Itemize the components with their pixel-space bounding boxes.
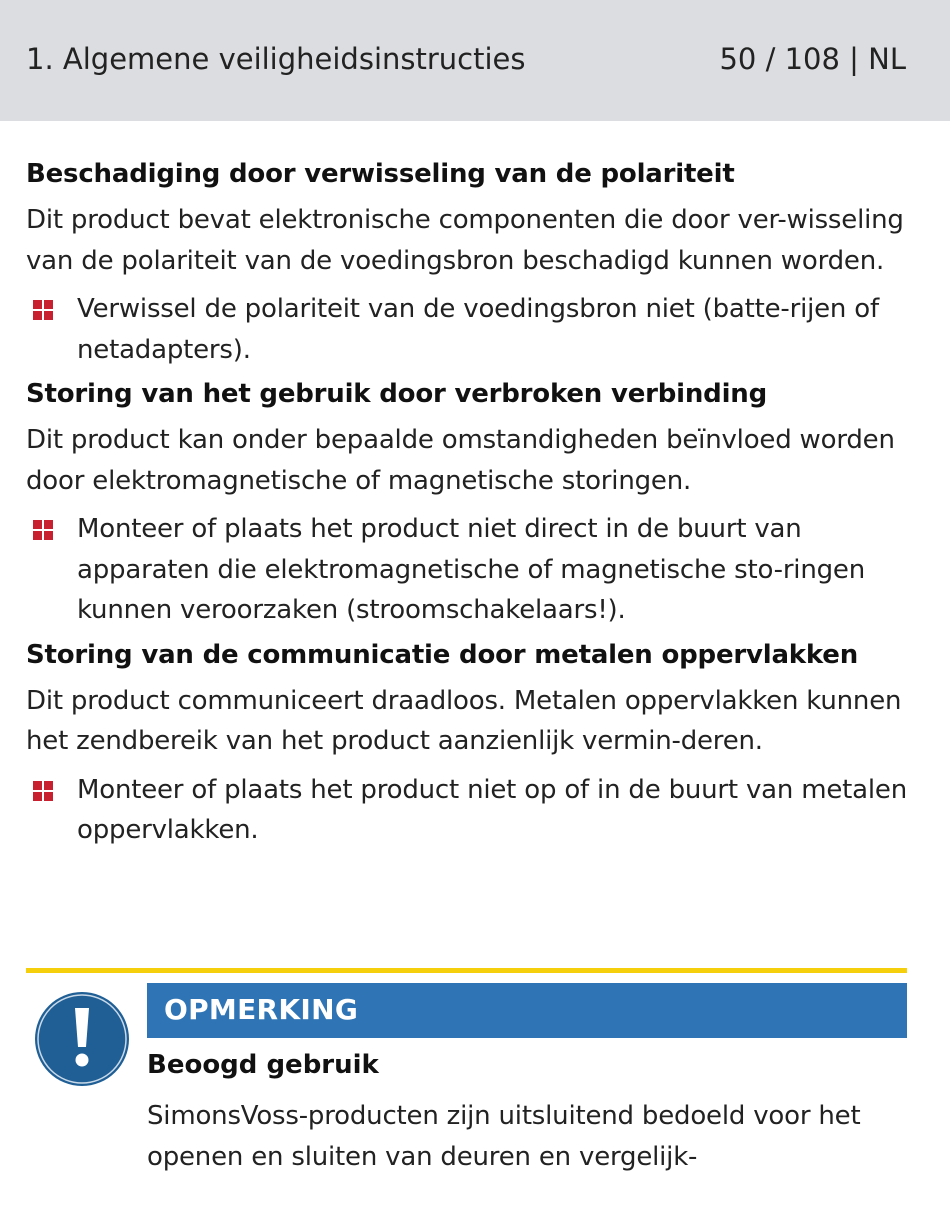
bullet-icon <box>33 300 55 322</box>
page-info: 50 / 108 | NL <box>719 42 906 76</box>
page-header <box>0 0 950 121</box>
bullet-text: Verwissel de polariteit van de voedingsbron niet (batte-rijen of netadapters). <box>77 294 879 365</box>
main-content <box>26 154 912 855</box>
bullet-text: Monteer of plaats het product niet op of in de buurt van metalen oppervlakken. <box>77 774 907 845</box>
notice-heading: Beoogd gebruik <box>147 1050 379 1080</box>
section-text-metal: Dit product communiceert draadloos. Metalen oppervlakken kunnen het zendbereik van het product aanzienlijk vermin-deren. <box>26 685 902 756</box>
section-title: 1. Algemene veiligheidsinstructies <box>26 42 526 76</box>
bullet-icon <box>33 520 55 542</box>
section-text-connection: Dit product kan onder bepaalde omstandigheden beïnvloed worden door elektromagnetische of magnetische storingen. <box>26 425 895 496</box>
notice-label: OPMERKING <box>164 993 359 1026</box>
notice-text: SimonsVoss-producten zijn uitsluitend bedoeld voor het openen en sluiten van deuren en vergelijk- <box>147 1101 861 1172</box>
section-heading-polarity: Beschadiging door verwisseling van de polariteit <box>26 159 735 189</box>
section-text-polarity: Dit product bevat elektronische componenten die door ver-wisseling van de polariteit van de voedingsbron beschadigd kunnen worden. <box>26 205 904 276</box>
bullet-icon <box>33 781 55 803</box>
bullet-item-connection <box>26 509 912 631</box>
section-heading-metal: Storing van de communicatie door metalen oppervlakken <box>26 639 859 670</box>
exclamation-icon <box>34 991 130 1087</box>
bullet-item-metal <box>26 770 912 851</box>
section-heading-connection: Storing van het gebruik door verbroken verbinding <box>26 379 768 409</box>
bullet-text: Monteer of plaats het product niet direct in de buurt van apparaten die elektromagnetische of magnetische sto-ringen kunnen veroorzaken (stroomschakelaars!). <box>77 514 865 625</box>
notice-banner <box>147 983 907 1038</box>
notice-divider <box>26 968 907 973</box>
bullet-item-polarity <box>26 289 912 370</box>
